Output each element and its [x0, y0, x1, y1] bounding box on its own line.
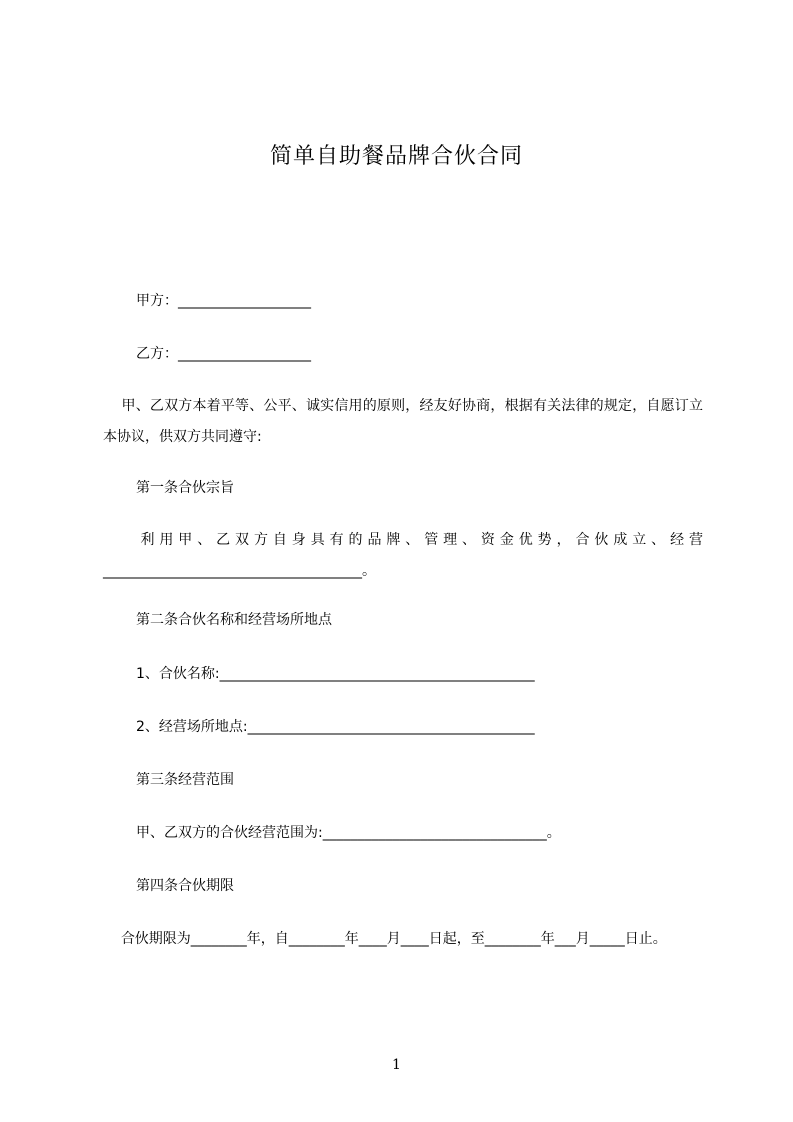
article-3-text: 甲、乙双方的合伙经营范围为:________________________________。: [136, 825, 561, 841]
party-b-line: 乙方：___________________: [136, 346, 311, 362]
page-number: 1: [392, 1057, 401, 1073]
article-2-heading: 第二条合伙名称和经营场所地点: [136, 612, 332, 628]
article-2-item-2: 2、经营场所地点:_________________________________________: [136, 719, 535, 735]
party-a-line: 甲方：___________________: [136, 293, 311, 309]
article-3-heading: 第三条经营范围: [136, 772, 234, 788]
document-title: 简单自助餐品牌合伙合同: [269, 144, 523, 169]
intro-paragraph: 甲、乙双方本着平等、公平、诚实信用的原则，经友好协商，根据有关法律的规定，自愿订立本协议，供双方共同遵守:: [103, 398, 703, 445]
article-1-heading: 第一条合伙宗旨: [136, 480, 234, 496]
article-1-text: 利用甲、乙双方自身具有的品牌、管理、资金优势，合伙成立、经营_____________________________________。: [103, 532, 703, 579]
article-4-text: 合伙期限为________年，自________年____月____日起，至________年___月_____日止。: [103, 931, 667, 947]
article-4-heading: 第四条合伙期限: [136, 878, 234, 894]
article-2-item-1: 1、合伙名称:_____________________________________________: [136, 666, 535, 682]
